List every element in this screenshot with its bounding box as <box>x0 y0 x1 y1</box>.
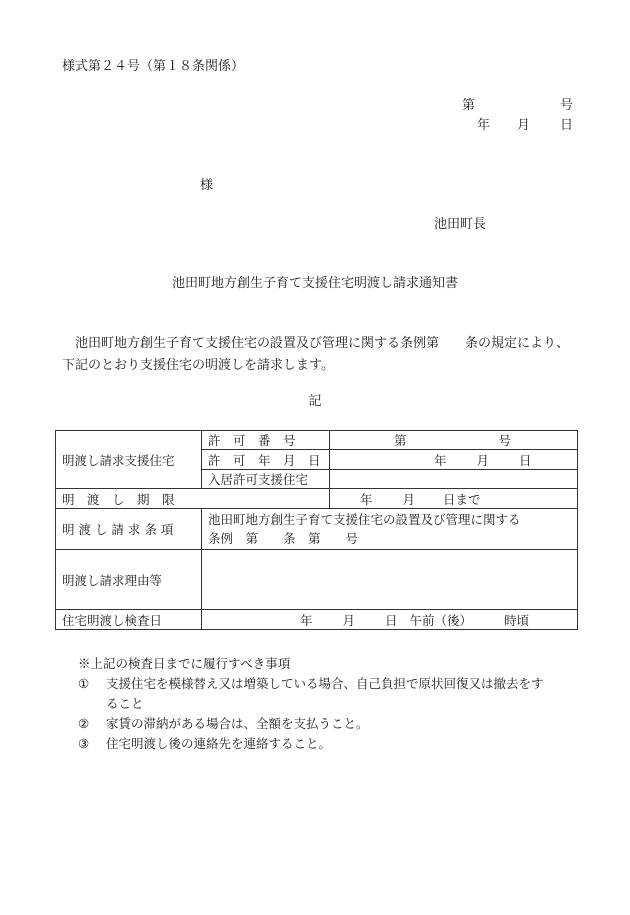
request-table <box>55 430 578 630</box>
permit-number-prefix: 第 <box>394 433 407 449</box>
inspection-ampm: 午前（後） <box>409 612 473 628</box>
inspection-day: 日 <box>385 612 398 628</box>
permit-number-value <box>330 431 578 450</box>
addressee-honorific: 様 <box>200 178 214 193</box>
notes-heading: ※上記の検査日までに履行すべき事項 <box>78 656 291 671</box>
permit-number-label: 許 可 番 号 <box>202 431 330 450</box>
list-item <box>78 734 546 754</box>
permit-date-year: 年 <box>434 452 447 468</box>
reason-label: 明渡し請求理由等 <box>56 549 202 610</box>
permit-date-value <box>330 450 578 469</box>
clause-value <box>202 508 578 549</box>
note-text: 家賃の滞納がある場合は、全額を支払うこと。 <box>106 716 369 731</box>
deadline-label: 明 渡 し 期 限 <box>56 489 330 508</box>
deadline-day: 日まで <box>443 491 481 507</box>
permit-date-label: 許 可 年 月 日 <box>202 450 330 469</box>
note-number: ① <box>78 676 90 691</box>
table-row <box>56 549 578 610</box>
note-text: 支援住宅を模様替え又は増築している場合、自己負担で原状回復又は撤去をすること <box>106 676 544 711</box>
inspection-label: 住宅明渡し検査日 <box>56 610 202 630</box>
note-number: ② <box>78 716 90 731</box>
clause-label: 明 渡 し 請 求 条 項 <box>56 508 202 549</box>
table-row <box>56 508 578 549</box>
table-row <box>56 610 578 630</box>
deadline-year: 年 <box>360 491 373 507</box>
permit-date-month: 月 <box>476 452 490 468</box>
permit-number-suffix: 号 <box>498 433 512 449</box>
table-row <box>56 489 578 508</box>
clause-line-2: 条例 第 条 第 号 <box>208 530 359 546</box>
clause-line-1: 池田町地方創生子育て支援住宅の設置及び管理に関する <box>208 511 521 527</box>
table-row <box>56 431 578 450</box>
issue-date-month: 月 <box>517 118 531 133</box>
permitted-housing-value <box>330 469 578 488</box>
body-text: 池田町地方創生子育て支援住宅の設置及び管理に関する条例第 条の規定により、下記のとおり支援住宅の明渡しを請求します。 <box>62 336 570 373</box>
permit-date-day: 日 <box>519 452 532 468</box>
inspection-time: 時頃 <box>504 612 530 628</box>
ki-heading: 記 <box>308 394 322 409</box>
document-number-prefix: 第 <box>462 98 476 113</box>
issue-date-day: 日 <box>560 118 574 133</box>
issue-date-year: 年 <box>477 118 491 133</box>
inspection-month: 月 <box>342 612 356 628</box>
notes-section <box>78 654 546 754</box>
list-item <box>78 714 546 734</box>
deadline-value <box>330 489 578 508</box>
note-number: ③ <box>78 736 90 751</box>
document-number-suffix: 号 <box>560 98 574 113</box>
permitted-housing-label: 入居許可支援住宅 <box>202 469 330 488</box>
note-text: 住宅明渡し後の連絡先を連絡すること。 <box>106 736 332 751</box>
housing-label: 明渡し請求支援住宅 <box>56 431 202 489</box>
form-number: 様式第２４号（第１８条関係） <box>62 59 245 74</box>
reason-value <box>202 549 578 610</box>
document-title: 池田町地方創生子育て支援住宅明渡し請求通知書 <box>171 276 458 291</box>
deadline-month: 月 <box>402 491 416 507</box>
inspection-value <box>202 610 578 630</box>
list-item <box>78 674 546 714</box>
inspection-year: 年 <box>300 612 313 628</box>
sender-name: 池田町長 <box>434 217 487 232</box>
